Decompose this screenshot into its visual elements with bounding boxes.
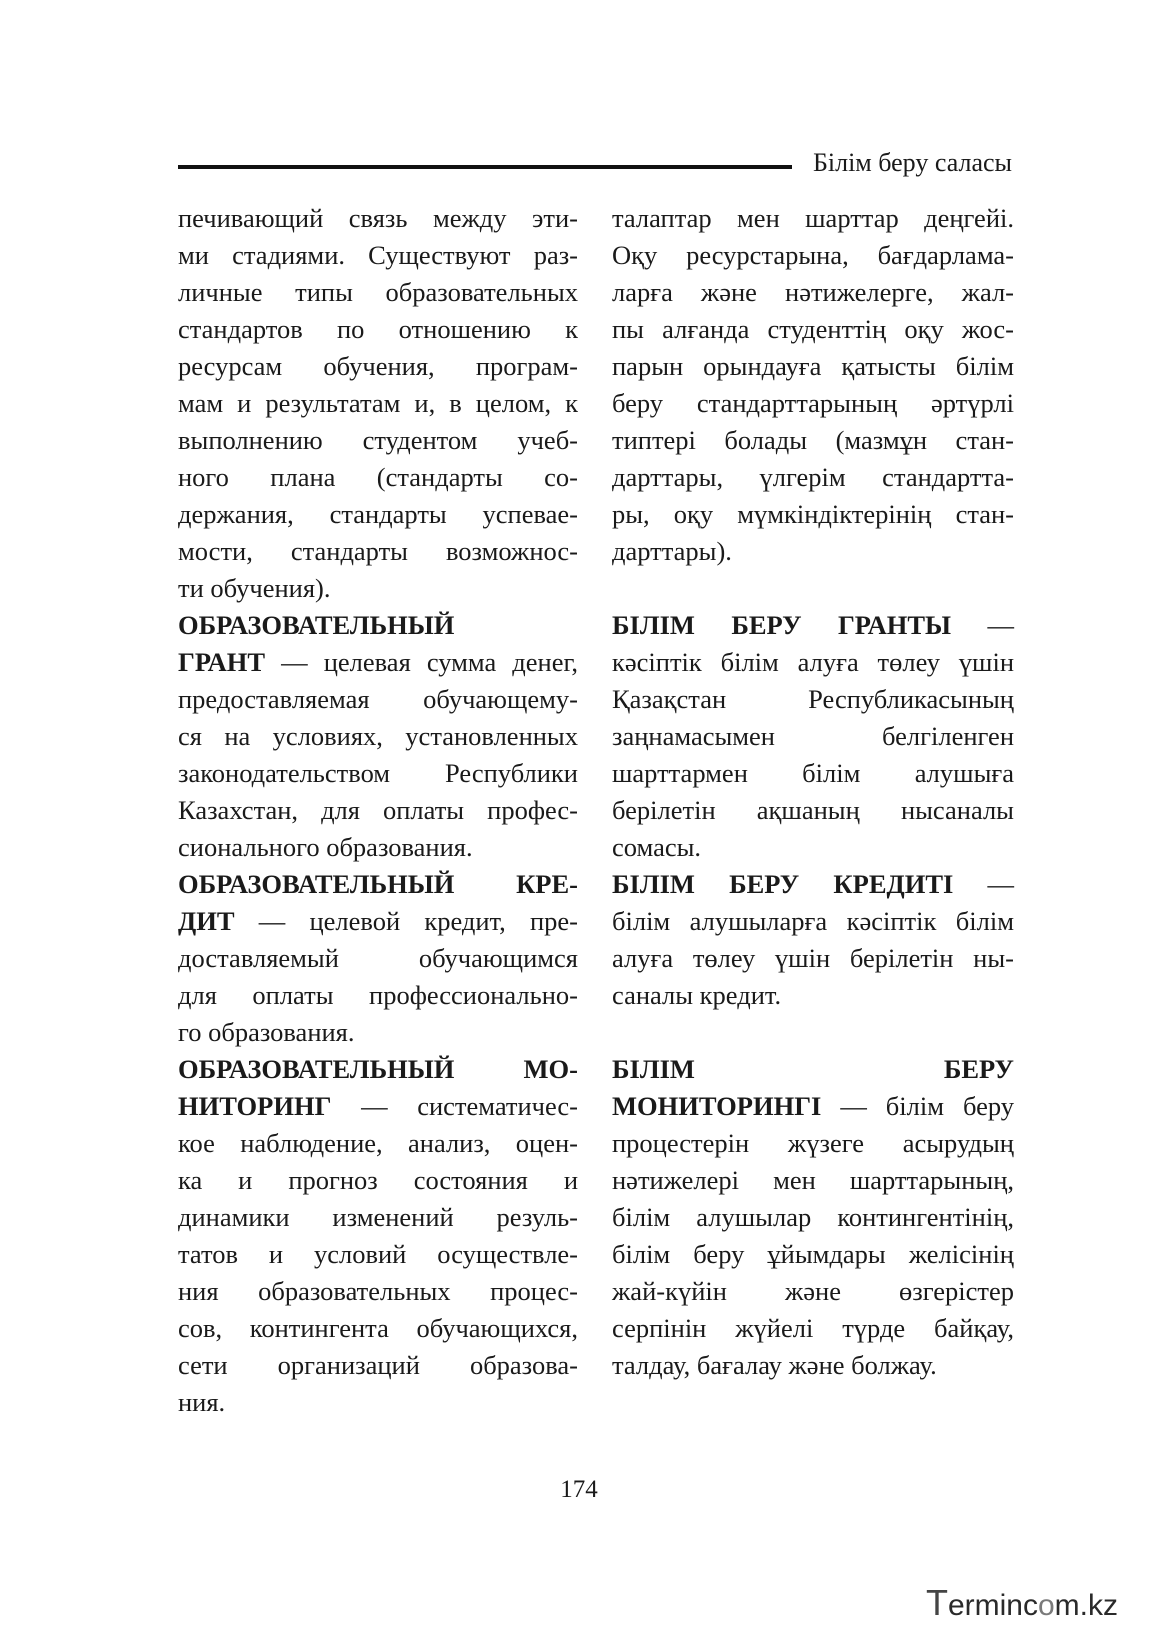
term-heading: НИТОРИНГ — [178, 1091, 332, 1121]
text-segment: — — [951, 610, 1014, 640]
text-line — [612, 1273, 1014, 1310]
paragraph-gap — [612, 1014, 1014, 1051]
text-segment: стандартов по отношению к — [178, 314, 578, 344]
text-segment: личные типы образовательных — [178, 277, 578, 307]
text-line — [612, 866, 1014, 903]
text-line — [612, 718, 1014, 755]
page-number: 174 — [560, 1476, 598, 1503]
text-segment: предоставляемая обучающему- — [178, 684, 578, 714]
text-segment: — білім беру — [821, 1091, 1014, 1121]
text-segment: — целевой кредит, пре- — [234, 906, 578, 936]
term-heading: БІЛІМ БЕРУ ГРАНТЫ — [612, 610, 952, 640]
text-line — [612, 1199, 1014, 1236]
text-line — [612, 681, 1014, 718]
text-segment: Оқу ресурстарына, бағдарлама- — [612, 240, 1014, 270]
watermark-logo: Termincom.kz — [925, 1582, 1118, 1623]
text-segment: талаптар мен шарттар деңгейі. — [612, 203, 1014, 233]
text-segment: пы алғанда студенттің оқу жос- — [612, 314, 1014, 344]
header-rule — [178, 165, 792, 169]
text-line — [178, 644, 578, 681]
text-line — [612, 644, 1014, 681]
text-line — [178, 200, 578, 237]
text-segment: Қазақстан Республикасының — [612, 684, 1014, 714]
text-line — [178, 977, 578, 1014]
text-line — [178, 1310, 578, 1347]
text-segment: талдау, бағалау және болжау. — [612, 1350, 937, 1380]
text-line — [178, 1347, 578, 1384]
text-line — [178, 459, 578, 496]
text-line — [612, 311, 1014, 348]
text-segment: сов, контингента обучающихся, — [178, 1313, 578, 1343]
text-segment: дарттары, үлгерім стандартта- — [612, 462, 1014, 492]
paragraph-gap — [612, 570, 1014, 607]
text-line — [612, 385, 1014, 422]
text-line — [612, 829, 1014, 866]
text-line — [612, 533, 1014, 570]
text-segment: — систематичес- — [331, 1091, 578, 1121]
text-segment: татов и условий осуществле- — [178, 1239, 578, 1269]
text-segment: Казахстан, для оплаты профес- — [178, 795, 578, 825]
text-segment: заңнамасымен белгіленген — [612, 721, 1014, 751]
right-column — [612, 200, 1014, 1384]
text-line — [178, 1236, 578, 1273]
text-segment: доставляемый обучающимся — [178, 943, 578, 973]
text-line — [178, 274, 578, 311]
text-line — [612, 348, 1014, 385]
text-line — [612, 1310, 1014, 1347]
text-line — [178, 681, 578, 718]
text-line — [178, 237, 578, 274]
text-line — [612, 274, 1014, 311]
text-segment: мам и результатам и, в целом, к — [178, 388, 578, 418]
text-line — [612, 607, 1014, 644]
text-line — [612, 422, 1014, 459]
text-line — [178, 718, 578, 755]
text-segment: сионального образования. — [178, 832, 473, 862]
text-line — [178, 940, 578, 977]
text-segment: ресурсам обучения, програм- — [178, 351, 578, 381]
text-segment: дарттары). — [612, 536, 732, 566]
text-segment: ка и прогноз состояния и — [178, 1165, 578, 1195]
text-segment: для оплаты профессионально- — [178, 980, 578, 1010]
text-segment: парын орындауға қатысты білім — [612, 351, 1014, 381]
term-heading: ОБРАЗОВАТЕЛЬНЫЙ КРЕ- — [178, 869, 578, 899]
text-segment: ми стадиями. Существуют раз- — [178, 240, 578, 270]
text-segment: серпінін жүйелі түрде байқау, — [612, 1313, 1014, 1343]
text-line — [178, 1199, 578, 1236]
text-line — [178, 496, 578, 533]
term-heading: БІЛІМ БЕРУ — [612, 1054, 1014, 1084]
text-line — [178, 792, 578, 829]
text-segment: білім алушылар контингентінің, — [612, 1202, 1014, 1232]
text-segment: нәтижелері мен шарттарының, — [612, 1165, 1014, 1195]
text-segment: ния образовательных процес- — [178, 1276, 578, 1306]
text-segment: білім беру ұйымдары желісінің — [612, 1239, 1014, 1269]
text-segment: держания, стандарты успевае- — [178, 499, 578, 529]
text-segment: ларға және нәтижелерге, жал- — [612, 277, 1014, 307]
text-segment: берілетін ақшаның нысаналы — [612, 795, 1014, 825]
text-line — [612, 1051, 1014, 1088]
text-segment: алуға төлеу үшін берілетін ны- — [612, 943, 1014, 973]
text-line — [178, 1051, 578, 1088]
term-heading: МОНИТОРИНГІ — [612, 1091, 822, 1121]
text-segment: сети организаций образова- — [178, 1350, 578, 1380]
text-segment: ти обучения). — [178, 573, 331, 603]
text-line — [178, 1384, 578, 1421]
text-line — [178, 1162, 578, 1199]
text-line — [178, 422, 578, 459]
text-line — [178, 607, 578, 644]
text-segment: печивающий связь между эти- — [178, 203, 578, 233]
text-segment: го образования. — [178, 1017, 355, 1047]
text-line — [612, 1162, 1014, 1199]
text-line — [178, 1088, 578, 1125]
term-heading: ОБРАЗОВАТЕЛЬНЫЙ — [178, 610, 455, 640]
text-line — [178, 533, 578, 570]
text-segment: — — [953, 869, 1014, 899]
text-line — [612, 237, 1014, 274]
text-line — [178, 903, 578, 940]
text-segment: ры, оқу мүмкіндіктерінің стан- — [612, 499, 1014, 529]
text-line — [178, 348, 578, 385]
text-segment: сомасы. — [612, 832, 702, 862]
text-line — [178, 1125, 578, 1162]
text-line — [612, 1125, 1014, 1162]
text-segment: ся на условиях, установленных — [178, 721, 578, 751]
text-segment: саналы кредит. — [612, 980, 782, 1010]
text-line — [178, 1273, 578, 1310]
text-line — [612, 792, 1014, 829]
text-line — [612, 459, 1014, 496]
term-heading: ОБРАЗОВАТЕЛЬНЫЙ МО- — [178, 1054, 578, 1084]
text-line — [178, 570, 578, 607]
text-line — [178, 311, 578, 348]
text-line — [612, 496, 1014, 533]
term-heading: ГРАНТ — [178, 647, 266, 677]
text-line — [178, 829, 578, 866]
text-line — [612, 1347, 1014, 1384]
text-segment: выполнению студентом учеб- — [178, 425, 578, 455]
text-segment: жай-күйін және өзгерістер — [612, 1276, 1014, 1306]
text-segment: динамики изменений резуль- — [178, 1202, 578, 1232]
header-title: Білім беру саласы — [812, 148, 1012, 177]
text-segment: мости, стандарты возможнос- — [178, 536, 578, 566]
text-segment: законодательством Республики — [178, 758, 578, 788]
term-heading: ДИТ — [178, 906, 235, 936]
text-segment: беру стандарттарының әртүрлі — [612, 388, 1014, 418]
text-line — [612, 1088, 1014, 1125]
text-line — [178, 755, 578, 792]
text-segment: кәсіптік білім алуға төлеу үшін — [612, 647, 1014, 677]
term-heading: БІЛІМ БЕРУ КРЕДИТІ — [612, 869, 954, 899]
text-line — [612, 977, 1014, 1014]
text-line — [612, 755, 1014, 792]
text-segment: ного плана (стандарты со- — [178, 462, 578, 492]
text-segment: шарттармен білім алушыға — [612, 758, 1014, 788]
text-line — [612, 903, 1014, 940]
text-segment: кое наблюдение, анализ, оцен- — [178, 1128, 578, 1158]
text-line — [612, 1236, 1014, 1273]
text-segment: — целевая сумма денег, — [265, 647, 578, 677]
text-line — [612, 200, 1014, 237]
text-line — [178, 866, 578, 903]
left-column — [178, 200, 578, 1421]
text-segment: процестерін жүзеге асырудың — [612, 1128, 1014, 1158]
text-line — [612, 940, 1014, 977]
text-line — [178, 1014, 578, 1051]
text-segment: типтері болады (мазмұн стан- — [612, 425, 1014, 455]
text-line — [178, 385, 578, 422]
running-header — [178, 146, 1012, 180]
text-segment: ния. — [178, 1387, 226, 1417]
text-segment: білім алушыларға кәсіптік білім — [612, 906, 1014, 936]
